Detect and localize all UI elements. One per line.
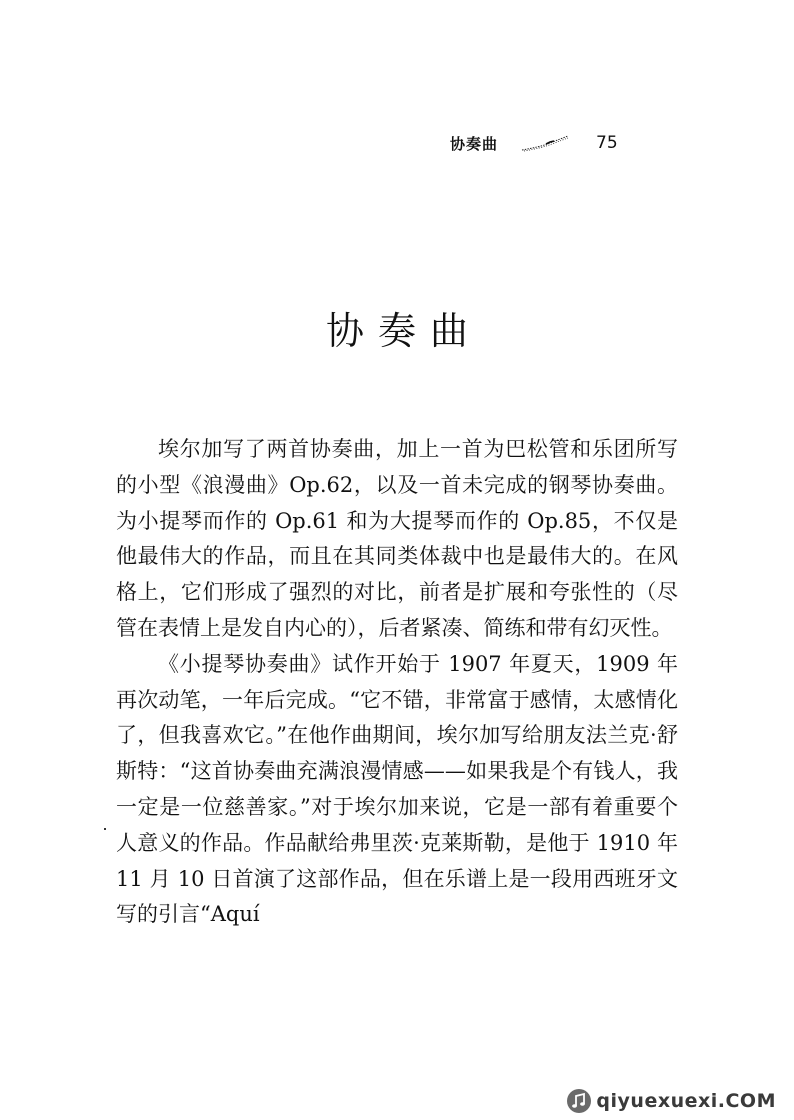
body-text (116, 432, 678, 933)
running-head (450, 128, 618, 158)
watermark (566, 1088, 776, 1114)
chapter-title: 协奏曲 (325, 309, 482, 353)
ornament-icon (520, 133, 570, 153)
page-number: 75 (596, 133, 618, 153)
margin-mark (104, 828, 106, 830)
running-head-title: 协奏曲 (450, 134, 499, 153)
paragraph-1: 埃尔加写了两首协奏曲，加上一首为巴松管和乐团所写的小型《浪漫曲》Op.62，以及一首未完成的钢琴协奏曲。为小提琴而作的 Op.61 和为大提琴而作的 Op.85，不仅是他最伟大的作品，而且在其同类体裁中也是最伟大的。在风格上，它们形成了强烈的对比，前者是扩展和夸张性的（尽管在表情上是发自内心的），后者紧凑、简练和带有幻灭性。 (116, 437, 678, 640)
watermark-text: qiyuexuexi.COM (596, 1090, 776, 1112)
music-note-logo-icon (566, 1088, 592, 1114)
paragraph-2: 《小提琴协奏曲》试作开始于 1907 年夏天，1909 年再次动笔，一年后完成。“它不错，非常富于感情，太感情化了，但我喜欢它。”在他作曲期间，埃尔加写给朋友法兰克·舒斯特：“这首协奏曲充满浪漫情感——如果我是个有钱人，我一定是一位慈善家。”对于埃尔加来说，它是一部有着重要个人意义的作品。作品献给弗里茨·克莱斯勒，是他于 1910 年 11 月 10 日首演了这部作品，但在乐谱上是一段用西班牙文写的引言“Aquí (116, 651, 678, 927)
